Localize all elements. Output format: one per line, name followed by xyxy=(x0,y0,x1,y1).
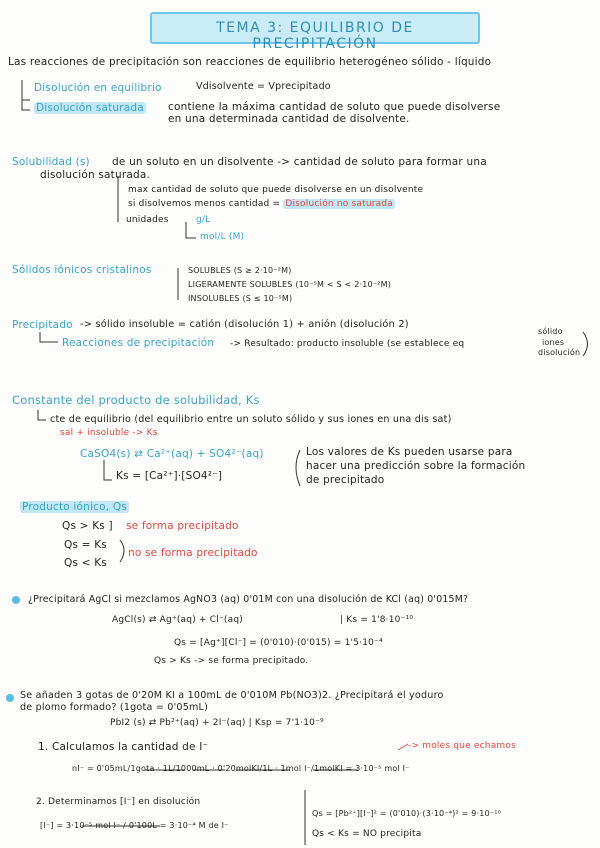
kps-def: cte de equilibrio (del equilibrio entre un soluto sólido y sus iones en una dis sat) xyxy=(50,414,452,425)
term-solidos: Sólidos iónicos cristalinos xyxy=(12,264,152,276)
bullet-dot-2 xyxy=(6,694,14,702)
unit-g-l: g/L xyxy=(196,215,211,225)
heading-kps: Constante del producto de solubilidad, Ks xyxy=(12,393,260,407)
qs-equal: Qs = Ks xyxy=(64,539,107,551)
intro-line: Las reacciones de precipitación son reacciones de equilibrio heterogéneo sólido - líquido xyxy=(8,56,492,68)
heading-ionico xyxy=(20,501,129,513)
reactions-arrow xyxy=(40,332,58,342)
ex2-question-1: Se añaden 3 gotas de 0'20M KI a 100mL de 0'010M Pb(NO3)2. ¿Precipitará el yoduro xyxy=(20,690,444,701)
volume-equality: Vdisolvente = Vprecipitado xyxy=(196,81,331,92)
ex2-qs-calc: Qs = [Pb²⁺][I⁻]² = (0'010)·(3·10⁻⁴)² = 9·10⁻¹⁰ xyxy=(312,809,502,818)
precipitado-def: -> sólido insoluble = catión (disolución 1) + anión (disolución 2) xyxy=(80,319,409,330)
solubilidad-item-1: max cantidad de soluto que puede disolverse en un disolvente xyxy=(128,185,424,195)
ex2-step-2: 2. Determinamos [I⁻] en disolución xyxy=(36,797,201,807)
ex2-reaction: PbI2 (s) ⇄ Pb²⁺(aq) + 2I⁻(aq) | Ksp = 7'1·10⁻⁹ xyxy=(110,718,324,728)
brace-solido: sólido xyxy=(538,327,563,336)
qs-no-precipita: no se forma precipitado xyxy=(128,547,258,559)
term-precipitado: Precipitado xyxy=(12,319,73,331)
resultado: -> Resultado: producto insoluble (se establece eq xyxy=(230,339,465,349)
arrow-line-intro-1 xyxy=(22,80,30,100)
solubilidad-def-2: disolución saturada. xyxy=(40,169,151,181)
term-reacciones: Reacciones de precipitación xyxy=(62,337,215,349)
brace-right xyxy=(583,332,588,356)
ex2-step-1: 1. Calculamos la cantidad de I⁻ xyxy=(38,741,209,753)
ex2-moles-note: -> moles que echamos xyxy=(408,741,516,751)
solubilidad-item-2 xyxy=(128,198,395,210)
ex2-question-2: de plomo formado? (1gota = 0'05mL) xyxy=(20,702,209,713)
arrow-line-intro-2 xyxy=(22,100,30,110)
units-label: unidades xyxy=(126,215,169,225)
kps-note-3: de precipitado xyxy=(306,474,385,486)
solubilidad-def-1: de un soluto en un disolvente -> cantidad de soluto para formar una xyxy=(112,156,487,168)
kps-sal: sal + insoluble -> Ks xyxy=(60,428,158,438)
ex1-question: ¿Precipitará AgCl si mezclamos AgNO3 (aq) 0'01M con una disolución de KCl (aq) 0'015M? xyxy=(28,594,469,605)
note-brace xyxy=(296,450,300,486)
kps-arrow xyxy=(38,410,46,420)
highlight-no-saturada: Disolución no saturada xyxy=(285,199,394,209)
class-solubles: SOLUBLES (S ≥ 2·10⁻²M) xyxy=(188,266,292,275)
moles-arrow xyxy=(398,744,408,750)
highlight-ionico: Producto iónico, Qs xyxy=(22,501,127,513)
kps-note-1: Los valores de Ks pueden usarse para xyxy=(306,446,513,458)
ex1-ks: | Ks = 1'8·10⁻¹⁰ xyxy=(340,615,414,625)
ex1-conclusion: Qs > Ks -> se forma precipitado. xyxy=(154,656,309,666)
qs-greater: Qs > Ks ] xyxy=(62,520,113,532)
ex2-calc-1: nI⁻ = 0'05mL/1gota · 1L/1000mL · 0'20molKI/1L · 1mol I⁻/1molKI = 3·10⁻⁵ mol I⁻ xyxy=(72,764,410,773)
unit-mol-l: mol/L (M) xyxy=(200,232,245,242)
term-disolucion-equilibrio: Disolución en equilibrio xyxy=(34,82,162,94)
class-insolubles: INSOLUBLES (S ≤ 10⁻⁵M) xyxy=(188,294,293,303)
qs-less: Qs < Ks xyxy=(64,557,107,569)
kps-expression: Ks = [Ca²⁺]·[SO4²⁻] xyxy=(116,470,223,482)
qs-brace xyxy=(120,540,124,562)
ex2-conclusion: Qs < Ks = NO precipita xyxy=(312,829,422,839)
page-title: TEMA 3: EQUILIBRIO DE PRECIPITACIÓN xyxy=(216,20,414,52)
reaction-to-ks xyxy=(104,460,112,480)
item-2-prefix: si disolvemos menos cantidad = xyxy=(128,199,281,209)
saturada-def-2: en una determinada cantidad de disolvente. xyxy=(168,113,410,125)
kps-note-2: hacer una predicción sobre la formación xyxy=(306,460,526,472)
kps-reaction: CaSO4(s) ⇄ Ca²⁺(aq) + SO4²⁻(aq) xyxy=(80,448,264,460)
brace-disolucion: disolución xyxy=(538,348,581,357)
ex1-reaction: AgCl(s) ⇄ Ag⁺(aq) + Cl⁻(aq) xyxy=(112,615,243,625)
class-ligeramente: LIGERAMENTE SOLUBLES (10⁻⁵M < S < 2·10⁻²M) xyxy=(188,280,392,289)
units-bracket xyxy=(186,222,196,238)
bullet-dot xyxy=(12,596,20,604)
term-disolucion-saturada xyxy=(34,102,146,114)
saturada-def-1: contiene la máxima cantidad de soluto que puede disolverse xyxy=(168,101,501,113)
term-solubilidad: Solubilidad (s) xyxy=(12,156,90,168)
highlight-saturada: Disolución saturada xyxy=(36,102,144,114)
ex1-qs: Qs = [Ag⁺][Cl⁻] = (0'010)·(0'015) = 1'5·10⁻⁴ xyxy=(174,638,383,648)
qs-greater-result: se forma precipitado xyxy=(126,520,239,532)
ex2-calc-2: [I⁻] = 3·10⁻⁵ mol I⁻ / 0'100L = 3·10⁻⁴ M de I⁻ xyxy=(40,821,229,830)
brace-iones: iones xyxy=(542,338,565,347)
